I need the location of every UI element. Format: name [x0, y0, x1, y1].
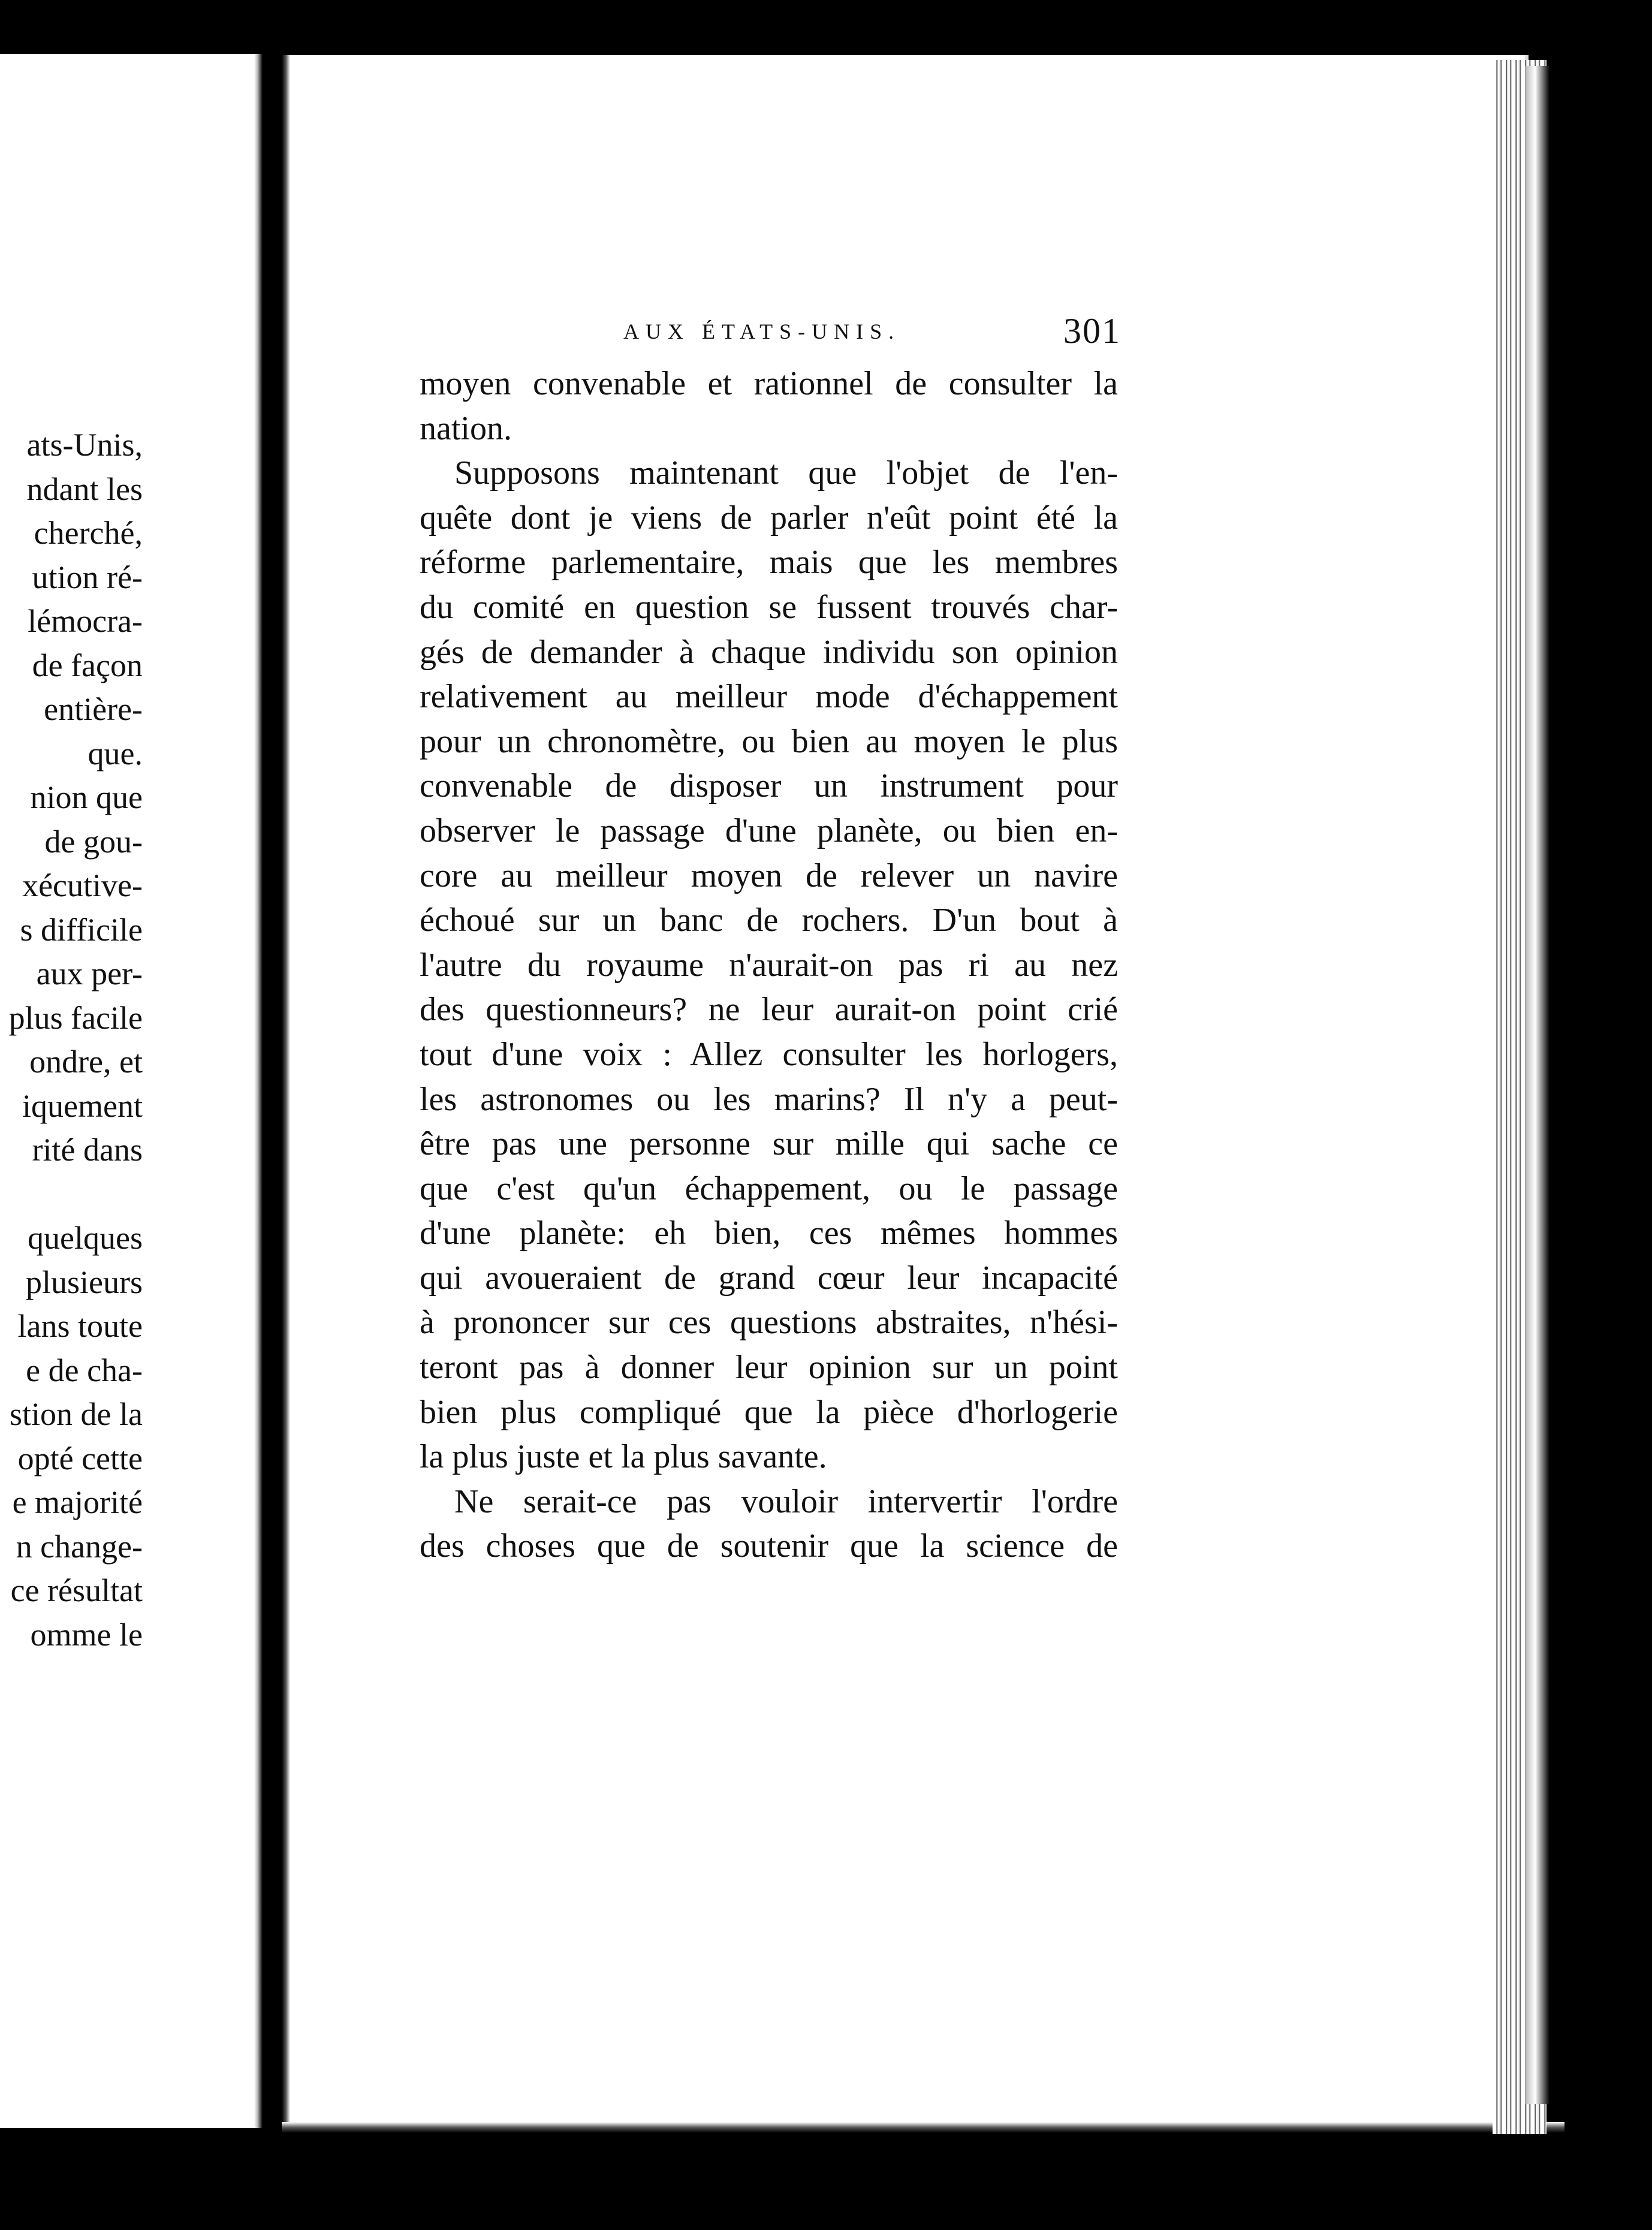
- facing-page-line: ondre, et: [29, 1044, 143, 1080]
- text-line: à prononcer sur ces questions abstraites, n'hési-: [420, 1304, 1118, 1342]
- facing-page-line: cherché,: [34, 515, 143, 551]
- text-line: pour un chronomètre, ou bien au moyen le plus: [420, 722, 1118, 760]
- facing-page-line: rité dans: [32, 1132, 143, 1168]
- facing-page-line: plusieurs: [26, 1264, 143, 1300]
- facing-page-line: stion de la: [10, 1396, 143, 1432]
- facing-page-line: s difficile: [20, 911, 143, 948]
- text-line: réforme parlementaire, mais que les membres: [420, 544, 1118, 581]
- page-gutter-edge: [282, 55, 290, 2129]
- facing-page-line: omme le: [30, 1616, 143, 1653]
- text-line: quête dont je viens de parler n'eût point été la: [420, 499, 1118, 537]
- facing-page-line: e majorité: [12, 1484, 143, 1520]
- body-text: [420, 361, 1118, 1569]
- text-line: core au meilleur moyen de relever un navire: [420, 857, 1118, 894]
- facing-page-line: de façon: [32, 647, 143, 683]
- text-line: nation.: [420, 409, 512, 447]
- page-stack-shadow: [1526, 66, 1549, 2104]
- facing-page-line: opté cette: [17, 1440, 143, 1476]
- facing-page-line: nion que: [30, 779, 143, 815]
- facing-page-line: ce résultat: [10, 1572, 143, 1608]
- text-line: du comité en question se fussent trouvés char-: [420, 588, 1118, 626]
- facing-page-line: xécutive-: [22, 867, 143, 903]
- facing-page-line: entière-: [44, 691, 143, 727]
- facing-page-text: [0, 423, 143, 1657]
- text-line: d'une planète: eh bien, ces mêmes hommes: [420, 1215, 1118, 1252]
- page-bottom-edge: [282, 2122, 1564, 2133]
- text-line: être pas une personne sur mille qui sache ce: [420, 1125, 1118, 1163]
- facing-page-line: iquement: [22, 1087, 143, 1124]
- facing-page-line: ndant les: [26, 471, 143, 507]
- running-head: AUX ÉTATS-UNIS.: [623, 320, 901, 343]
- page-number: 301: [1063, 311, 1121, 351]
- facing-page-line: que.: [88, 735, 143, 772]
- facing-page-line: aux per-: [36, 956, 143, 992]
- text-line: convenable de disposer un instrument pour: [420, 767, 1118, 805]
- facing-page-edge: [254, 54, 263, 2128]
- text-line: des questionneurs? ne leur aurait-on point crié: [420, 991, 1118, 1029]
- facing-page-line: quelques: [28, 1220, 143, 1256]
- text-line: bien plus compliqué que la pièce d'horlogerie: [420, 1393, 1118, 1431]
- text-line: relativement au meilleur mode d'échappement: [420, 678, 1118, 716]
- text-line: Supposons maintenant que l'objet de l'en-: [454, 454, 1118, 492]
- text-line: la plus juste et la plus savante.: [420, 1438, 827, 1476]
- text-line: tout d'une voix : Allez consulter les horlogers,: [420, 1035, 1118, 1073]
- text-line: moyen convenable et rationnel de consulter la: [420, 365, 1118, 402]
- facing-page-line: ution ré-: [32, 559, 143, 595]
- text-line: observer le passage d'une planète, ou bien en-: [420, 812, 1118, 849]
- text-line: les astronomes ou les marins? Il n'y a peut-: [420, 1080, 1118, 1118]
- facing-page-line: e de cha-: [26, 1352, 143, 1388]
- text-line: que c'est qu'un échappement, ou le passage: [420, 1170, 1118, 1207]
- facing-page-left: [0, 54, 263, 2128]
- facing-page-line: n change-: [16, 1528, 143, 1565]
- facing-page-line: [0, 1173, 143, 1217]
- facing-page-line: de gou-: [44, 823, 143, 860]
- text-line: teront pas à donner leur opinion sur un point: [420, 1349, 1118, 1387]
- facing-page-line: lémocra-: [28, 603, 143, 639]
- facing-page-line: plus facile: [8, 999, 143, 1036]
- text-line: qui avoueraient de grand cœur leur incapacité: [420, 1259, 1118, 1297]
- text-line: gés de demander à chaque individu son opinion: [420, 633, 1118, 671]
- facing-page-line: lans toute: [17, 1308, 143, 1344]
- text-line: des choses que de soutenir que la science de: [420, 1527, 1118, 1565]
- page-header: [623, 311, 1121, 352]
- text-line: l'autre du royaume n'aurait-on pas ri au nez: [420, 946, 1118, 984]
- facing-page-line: ats-Unis,: [26, 427, 143, 463]
- text-line: échoué sur un banc de rochers. D'un bout à: [420, 902, 1118, 939]
- text-line: Ne serait-ce pas vouloir intervertir l'ordre: [454, 1482, 1118, 1520]
